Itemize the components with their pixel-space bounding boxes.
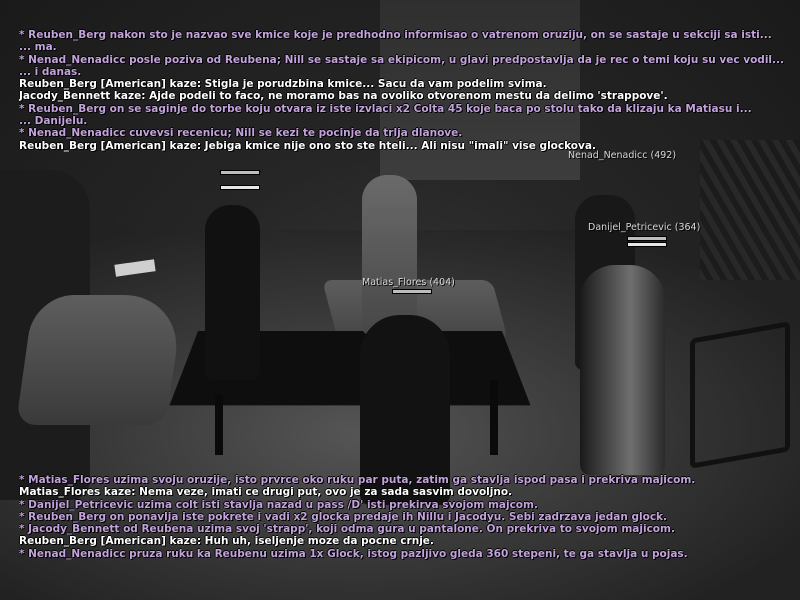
health-bar-reuben xyxy=(220,170,260,175)
chat-line: * Reuben_Berg nakon sto je nazvao sve kmice koje je predhodno informisao o vatrenom oruziju, on se sastaje u sekciji sa isti... xyxy=(19,29,772,41)
character-left[interactable] xyxy=(205,205,260,380)
chat-line: ... Danijelu. xyxy=(19,115,88,128)
chat-log-top xyxy=(19,29,789,152)
chat-line: * Reuben_Berg on ponavlja iste pokrete i vadi x2 glocka predaje ih Nillu i Jacodyu. Sebi zadrzava jedan glock. xyxy=(19,510,668,523)
table-leg xyxy=(490,380,498,455)
chat-line: Reuben_Berg [American] kaze: Jebiga kmice nije ono sto ste hteli... Ali nisu "imali" vise glockova. xyxy=(19,139,596,152)
armor-bar-reuben xyxy=(220,185,260,190)
folding-chair xyxy=(690,321,790,469)
table-leg xyxy=(215,395,223,455)
chat-line: * Matias_Flores uzima svoju oruzije, isto prvrce oko ruku par puta, zatim ga stavlja ispod pasa i prekriva majicom. xyxy=(19,474,696,486)
nametag-matias: Matias_Flores (404) xyxy=(362,277,455,288)
palm-right xyxy=(700,140,800,280)
chat-line: Jacody_Bennett kaze: Ajde podeli to faco, ne moramo bas na ovoliko otvorenom mestu da delimo 'strappove'. xyxy=(19,90,668,103)
chat-line: Matias_Flores kaze: Nema veze, imati ce drugi put, ovo je za sada sasvim dovoljno. xyxy=(19,486,513,499)
chat-line: * Danijel_Petricevic uzima colt isti stavlja nazad u pass /D' isti prekirva svojom majcom. xyxy=(19,498,538,511)
armor-bar-danijel xyxy=(627,242,667,247)
nametag-danijel: Danijel_Petricevic (364) xyxy=(588,222,701,233)
health-bar-matias xyxy=(392,289,432,294)
chat-line: Reuben_Berg [American] kaze: Huh uh, iseljenje moze da pocne crnje. xyxy=(19,535,434,548)
chat-line: * Nenad_Nenadicc posle poziva od Reubena; Nill se sastaje sa ekipicom, u glavi predpostavlja da je rec o temi koju su vec vodil... xyxy=(19,53,784,66)
health-bar-danijel xyxy=(627,236,667,241)
nametag-nenad: Nenad_Nenadicc (492) xyxy=(568,150,677,161)
chat-line: ... ma. xyxy=(19,41,57,54)
character-reuben[interactable] xyxy=(362,175,417,335)
chat-line: ... i danas. xyxy=(19,65,82,78)
chat-line: * Nenad_Nenadicc pruza ruku ka Reubenu uzima 1x Glock, istog pazljivo gleda 360 stepeni, te ga stavlja u pojas. xyxy=(19,547,688,560)
chat-line: * Reuben_Berg on se saginje do torbe koju otvara iz iste izvlaci x2 Colta 45 koje baca po stolu tako da klizaju ka Matiasu i... xyxy=(19,102,752,115)
couch xyxy=(16,295,184,425)
character-nenad[interactable] xyxy=(580,265,665,475)
chat-log-bottom xyxy=(19,474,789,560)
chat-line: Reuben_Berg [American] kaze: Stigla je porudzbina kmice... Sacu da vam podelim svima. xyxy=(19,78,547,91)
chat-line: * Jacody_Bennett od Reubena uzima svoj 'strapp', koji odma gura u pantalone. On prekriva to svojom majicom. xyxy=(19,523,675,536)
chat-line: * Nenad_Nenadicc cuvevsi recenicu; Nill se kezi te pocinje da trlja dlanove. xyxy=(19,127,463,140)
